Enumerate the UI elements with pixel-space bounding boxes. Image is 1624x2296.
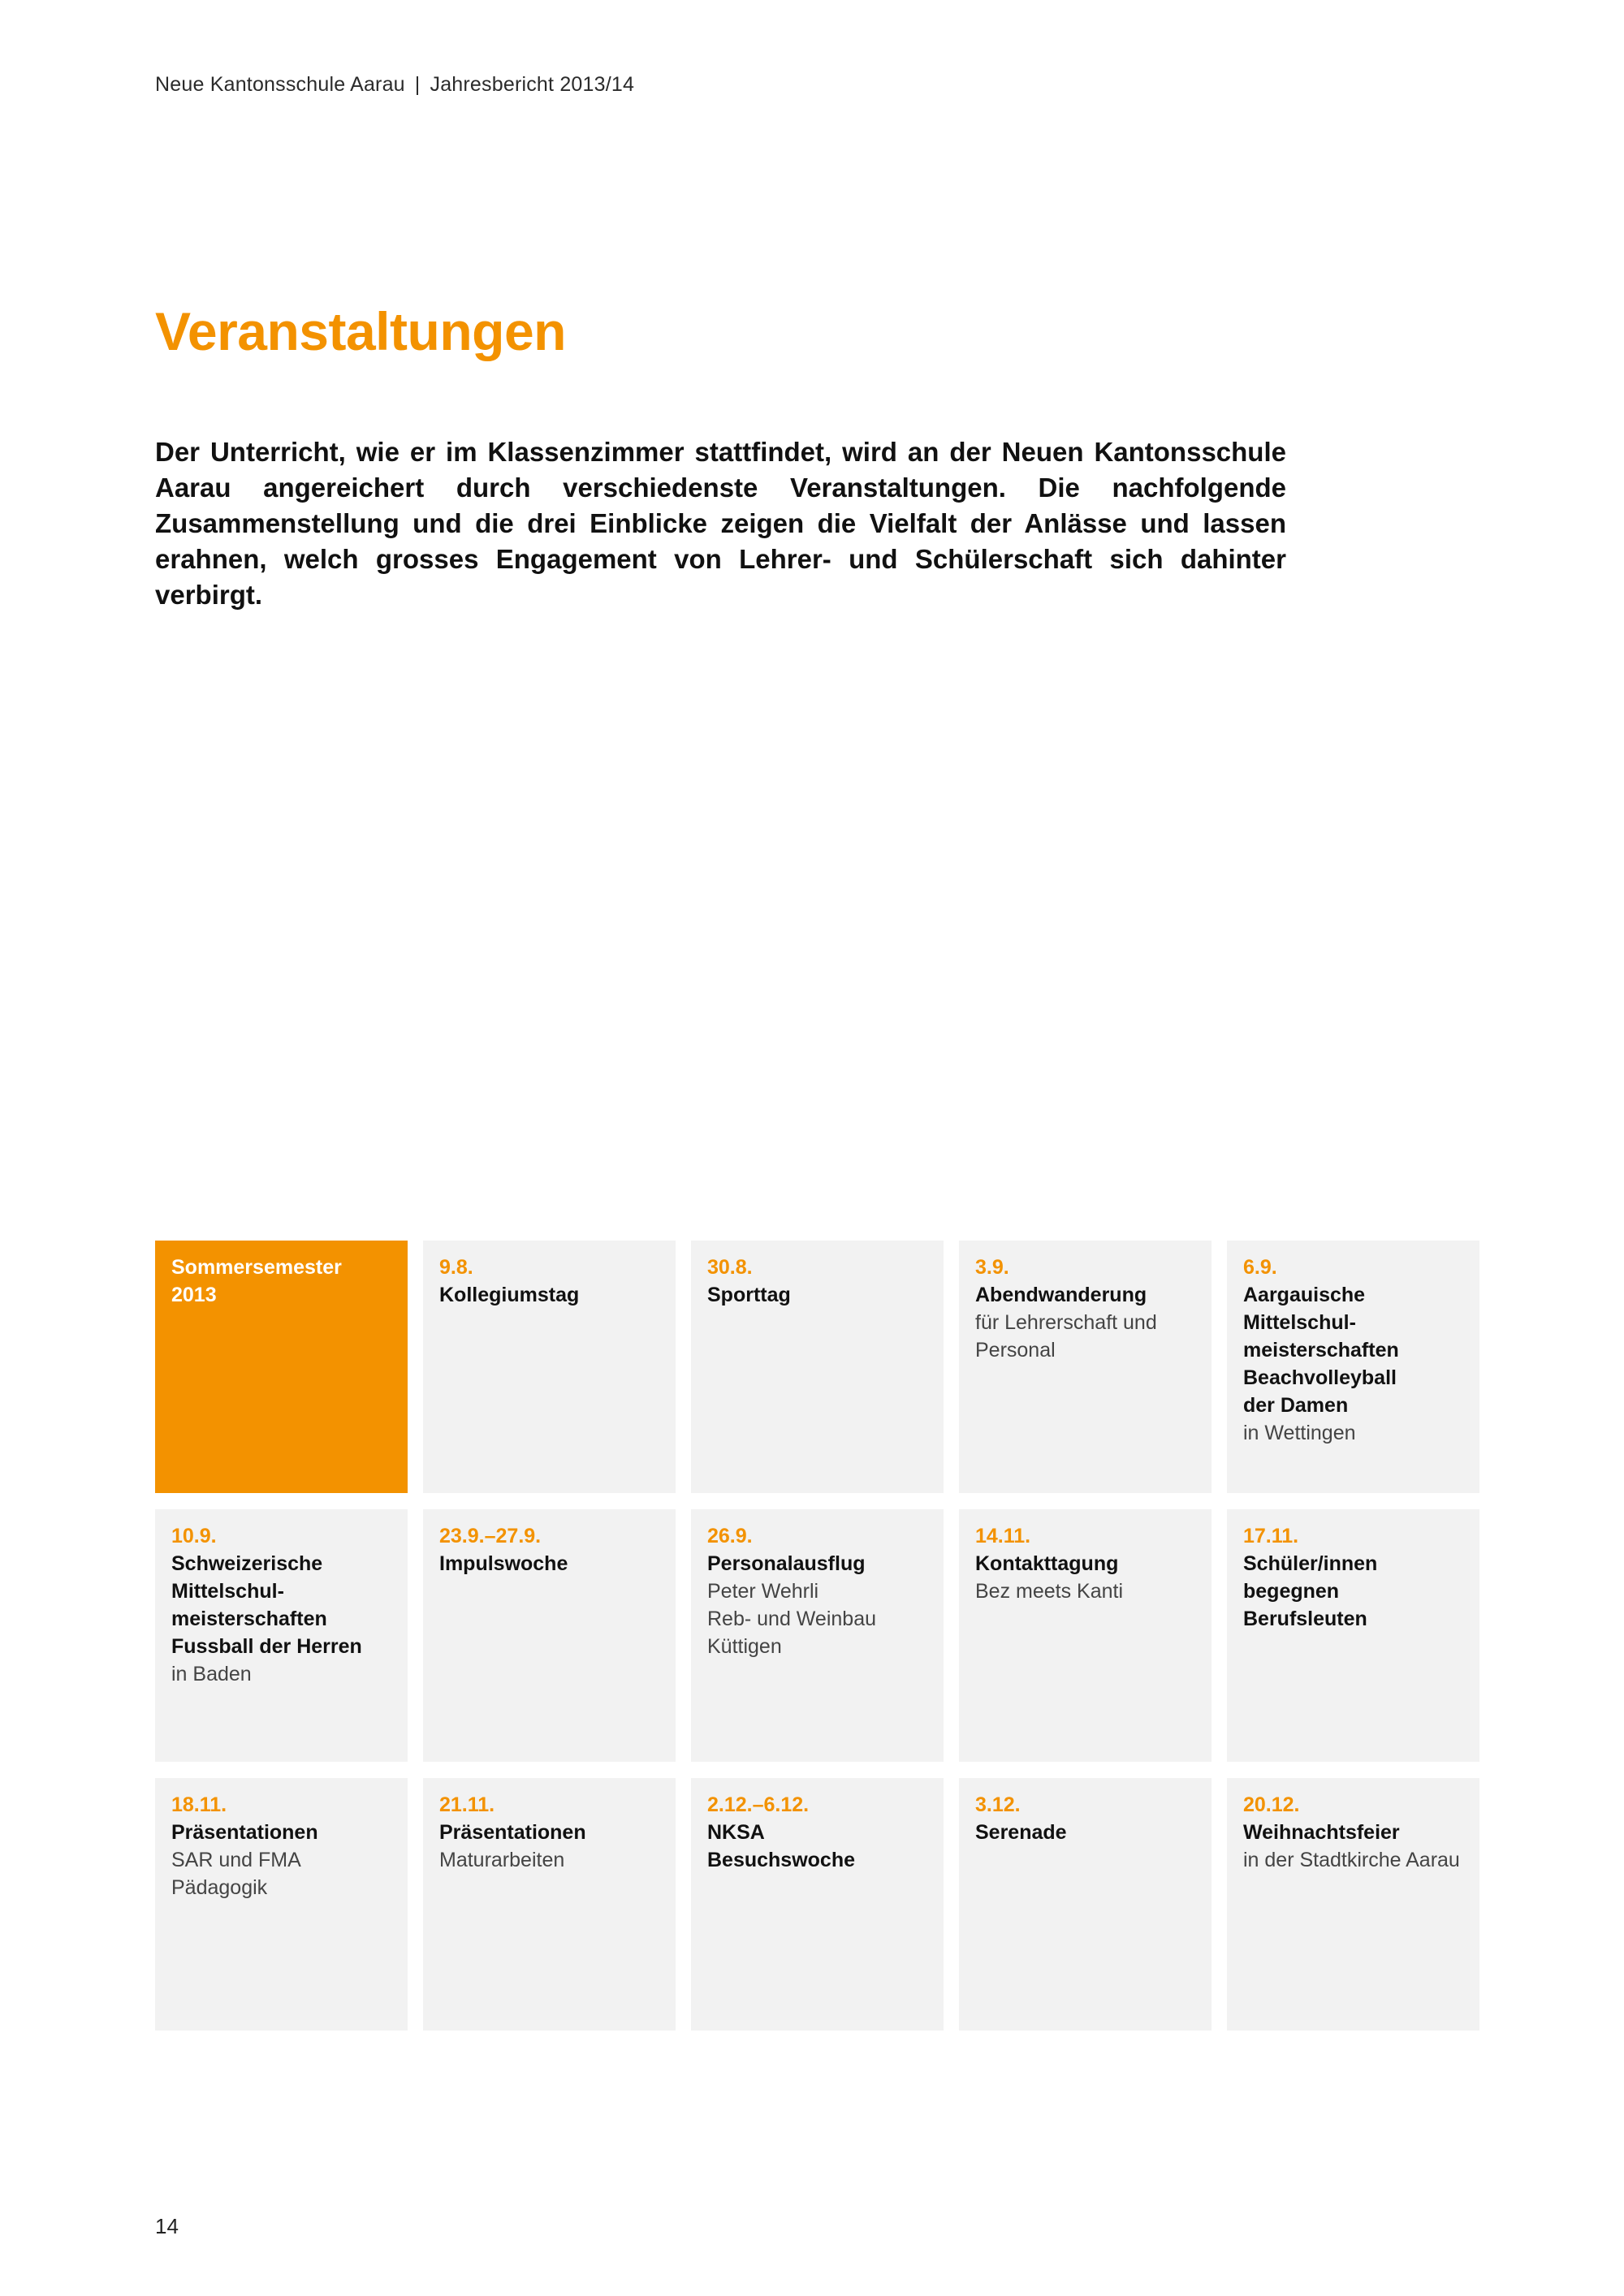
running-header [155, 73, 634, 97]
event-tile [959, 1778, 1212, 2031]
event-date: 18.11. [171, 1793, 227, 1816]
event-tile [1227, 1241, 1479, 1493]
event-subtitle: SAR und FMA Pädagogik [171, 1849, 301, 1899]
event-title: Aargauische Mittelschul- meisterschaften Beachvolleyball der Damen [1243, 1284, 1399, 1417]
page-number: 14 [155, 2214, 179, 2238]
event-tile [1227, 1778, 1479, 2031]
event-title: Präsentationen [171, 1821, 318, 1844]
event-subtitle: Maturarbeiten [439, 1849, 565, 1871]
page-title: Veranstaltungen [155, 301, 566, 361]
header-separator: | [414, 73, 421, 96]
event-subtitle: Bez meets Kanti [975, 1580, 1124, 1603]
event-date: 30.8. [707, 1256, 753, 1279]
event-date: 10.9. [171, 1525, 217, 1547]
event-title: Weihnachtsfeier [1243, 1821, 1400, 1844]
event-date: 6.9. [1243, 1256, 1277, 1279]
event-date: 14.11. [975, 1525, 1031, 1547]
event-tile [691, 1241, 944, 1493]
event-date: 26.9. [707, 1525, 753, 1547]
event-tile [155, 1509, 408, 1762]
event-tile [691, 1509, 944, 1762]
semester-label: Sommersemester 2013 [171, 1256, 342, 1306]
event-tile [423, 1509, 676, 1762]
event-title: NKSA Besuchswoche [707, 1821, 856, 1871]
header-school: Neue Kantonsschule Aarau [155, 73, 405, 96]
event-subtitle: in der Stadtkirche Aarau [1243, 1849, 1460, 1871]
event-tile [959, 1509, 1212, 1762]
event-tile [1227, 1509, 1479, 1762]
event-subtitle: in Baden [171, 1663, 252, 1685]
semester-tile [155, 1241, 408, 1493]
event-date: 23.9.–27.9. [439, 1525, 542, 1547]
event-title: Kontakttagung [975, 1552, 1119, 1575]
event-date: 9.8. [439, 1256, 473, 1279]
event-title: Sporttag [707, 1284, 791, 1306]
event-date: 2.12.–6.12. [707, 1793, 810, 1816]
event-subtitle: Peter Wehrli Reb- und Weinbau Küttigen [707, 1580, 877, 1658]
event-tile [155, 1778, 408, 2031]
event-title: Kollegiumstag [439, 1284, 580, 1306]
event-date: 20.12. [1243, 1793, 1300, 1816]
event-title: Abendwanderung [975, 1284, 1147, 1306]
event-tile [423, 1778, 676, 2031]
event-date: 3.9. [975, 1256, 1009, 1279]
event-title: Schweizerische Mittelschul- meisterschaften Fussball der Herren [171, 1552, 362, 1658]
events-grid [155, 1241, 1479, 2031]
lead-paragraph: Der Unterricht, wie er im Klassenzimmer stattfindet, wird an der Neuen Kantonsschule Aarau angereichert durch verschiedenste Veranstaltungen. Die nachfolgende Zusammenstellung und die drei Einblicke zeigen die Vielfalt der Anlässe und lassen erahnen, welch grosses Engagement von Lehrer- und Schülerschaft sich dahinter verbirgt. [155, 437, 1286, 610]
event-title: Personalausflug [707, 1552, 866, 1575]
event-tile [423, 1241, 676, 1493]
event-title: Schüler/innen begegnen Berufsleuten [1243, 1552, 1378, 1630]
event-subtitle: in Wettingen [1243, 1422, 1356, 1444]
event-title: Serenade [975, 1821, 1067, 1844]
event-date: 17.11. [1243, 1525, 1299, 1547]
event-subtitle: für Lehrerschaft und Personal [975, 1311, 1157, 1362]
event-title: Impulswoche [439, 1552, 568, 1575]
event-date: 3.12. [975, 1793, 1021, 1816]
header-report: Jahresbericht 2013/14 [430, 73, 635, 96]
event-tile [691, 1778, 944, 2031]
event-title: Präsentationen [439, 1821, 586, 1844]
event-tile [959, 1241, 1212, 1493]
event-date: 21.11. [439, 1793, 495, 1816]
